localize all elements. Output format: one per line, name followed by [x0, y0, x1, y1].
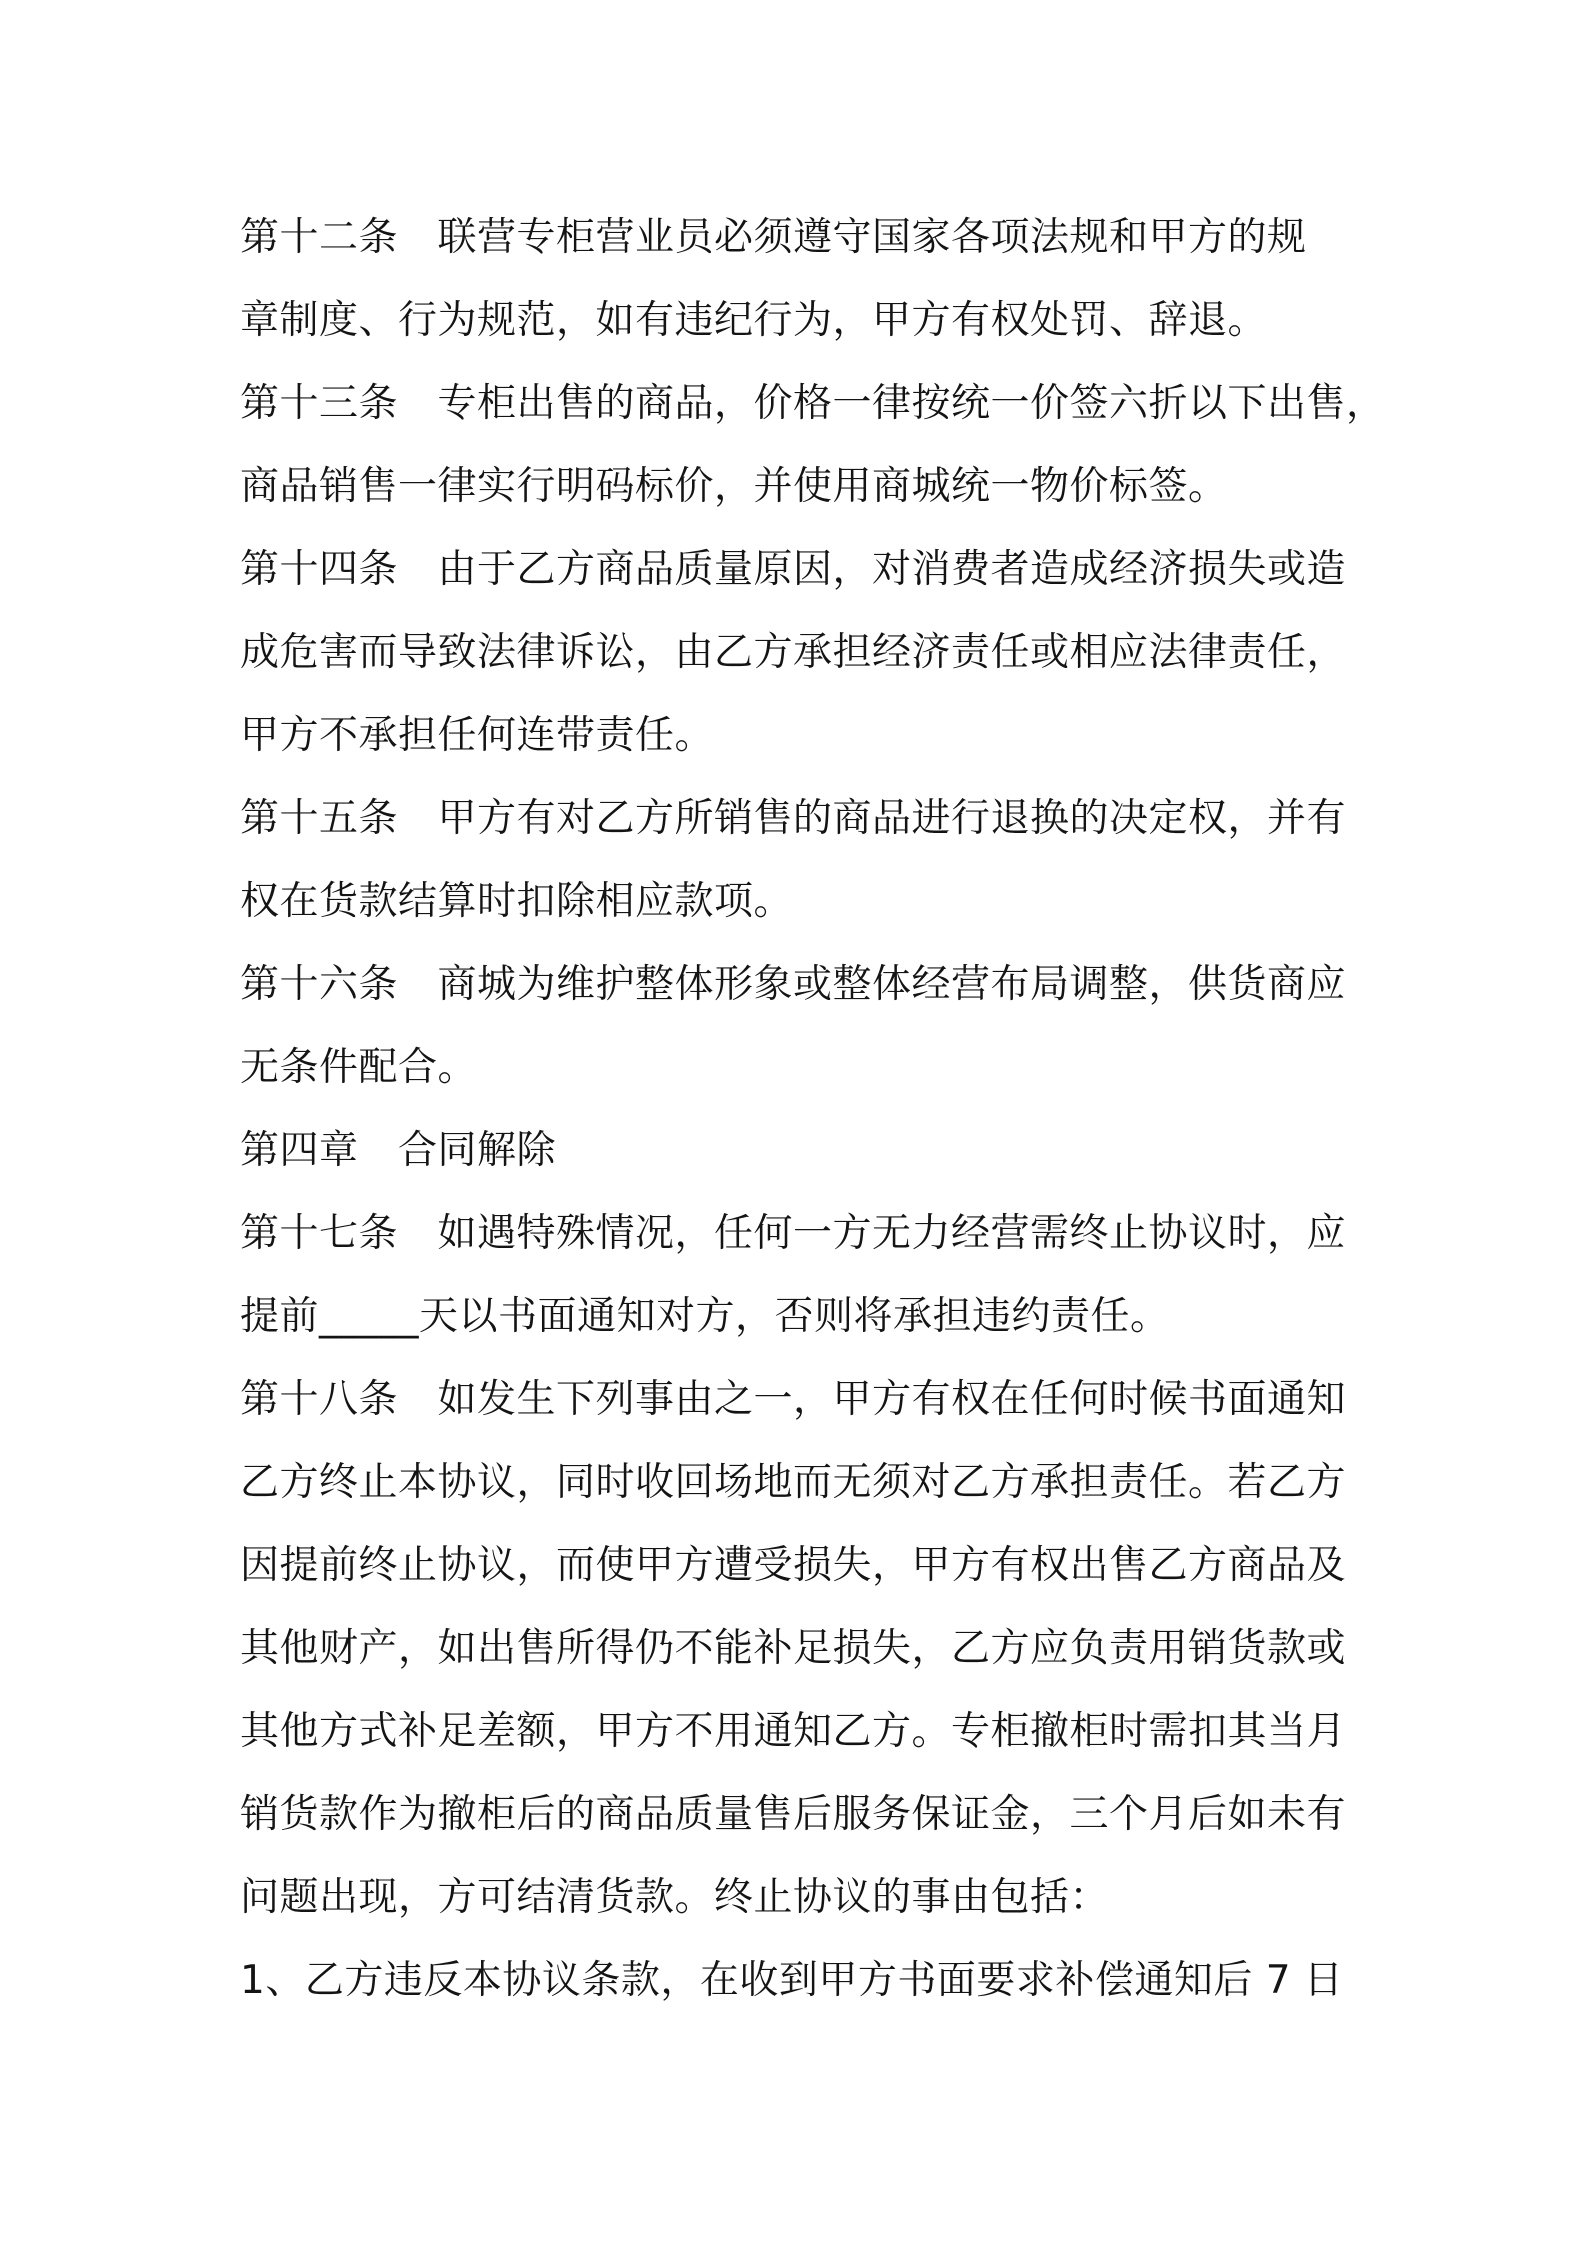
- article-15-line-1: 第十五条 甲方有对乙方所销售的商品进行退换的决定权，并有: [240, 796, 1347, 841]
- termination-item-1-line-1: 1、乙方违反本协议条款，在收到甲方书面要求补偿通知后 7 日: [240, 1958, 1344, 2003]
- article-16-line-2: 无条件配合。: [240, 1045, 478, 1090]
- article-18-line-6: 销货款作为撤柜后的商品质量售后服务保证金，三个月后如未有: [240, 1792, 1347, 1837]
- article-12-line-1: 第十二条 联营专柜营业员必须遵守国家各项法规和甲方的规: [240, 215, 1307, 260]
- article-17-line-2: 提前_____天以书面通知对方，否则将承担违约责任。: [240, 1294, 1170, 1339]
- article-13-line-2: 商品销售一律实行明码标价，并使用商城统一物价标签。: [240, 464, 1228, 509]
- article-14-line-1: 第十四条 由于乙方商品质量原因，对消费者造成经济损失或造: [240, 547, 1347, 592]
- article-18-line-2: 乙方终止本协议，同时收回场地而无须对乙方承担责任。若乙方: [240, 1460, 1347, 1505]
- article-14-line-3: 甲方不承担任何连带责任。: [240, 713, 715, 758]
- article-18-line-3: 因提前终止协议，而使甲方遭受损失，甲方有权出售乙方商品及: [240, 1543, 1347, 1588]
- article-18-line-7: 问题出现，方可结清货款。终止协议的事由包括：: [240, 1875, 1110, 1920]
- article-15-line-2: 权在货款结算时扣除相应款项。: [240, 879, 794, 924]
- article-12-line-2: 章制度、行为规范，如有违纪行为，甲方有权处罚、辞退。: [240, 298, 1268, 343]
- document-body: [240, 196, 1386, 2022]
- article-16-line-1: 第十六条 商城为维护整体形象或整体经营布局调整，供货商应: [240, 962, 1347, 1007]
- article-13-line-1: 第十三条 专柜出售的商品，价格一律按统一价签六折以下出售，: [240, 381, 1386, 426]
- article-18-line-5: 其他方式补足差额，甲方不用通知乙方。专柜撤柜时需扣其当月: [240, 1709, 1347, 1754]
- chapter-4-heading: 第四章 合同解除: [240, 1128, 557, 1173]
- article-18-line-4: 其他财产，如出售所得仍不能补足损失，乙方应负责用销货款或: [240, 1626, 1347, 1671]
- article-14-line-2: 成危害而导致法律诉讼，由乙方承担经济责任或相应法律责任，: [240, 630, 1347, 675]
- article-17-line-1: 第十七条 如遇特殊情况，任何一方无力经营需终止协议时，应: [240, 1211, 1347, 1256]
- article-18-line-1: 第十八条 如发生下列事由之一，甲方有权在任何时候书面通知: [240, 1377, 1347, 1422]
